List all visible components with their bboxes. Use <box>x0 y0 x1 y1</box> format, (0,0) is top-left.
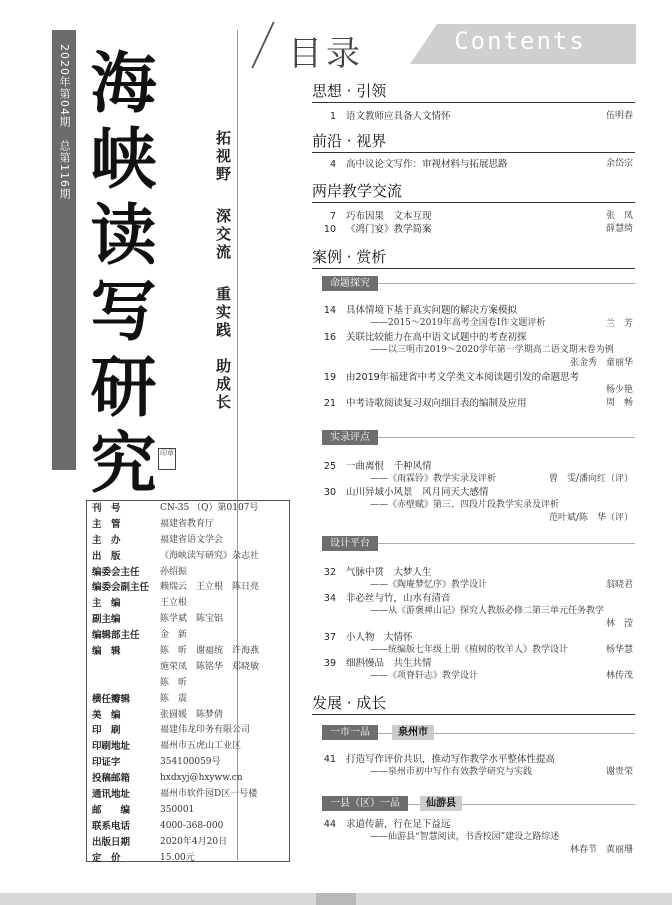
info-row: 编辑部主任 金 新 <box>92 630 188 642</box>
category-tag: 设计平台 <box>322 536 378 551</box>
info-row: 施荣凤 陈铭华 郑晓敏 <box>160 661 260 672</box>
slogan-4: 助成长 <box>214 358 232 412</box>
section-title: 前沿 · 视界 <box>312 132 387 150</box>
info-row: 通讯地址 福州市软件园D区一号楼 <box>92 789 258 801</box>
toc-entry[interactable]: 37 小人物 大情怀 ——统编版七年级上册《植树的牧羊人》教学设计 杨华慧 <box>323 632 633 655</box>
info-row: 编 辑 陈 昕 谢福统 许海燕 <box>92 646 260 658</box>
info-row: 陈 昕 <box>160 677 188 688</box>
info-row: 出版日期 2020年4月20日 <box>92 836 228 848</box>
info-row: 编委会主任 孙绍振 <box>92 566 188 578</box>
category-tag: 一县（区）一品 <box>322 796 408 811</box>
toc-entry[interactable]: 19 由2019年福建省中考文学类文本阅读题引发的命题思考 杨少艳 <box>323 372 633 395</box>
toc-entry[interactable]: 44 求道传薪，行在足下益远 ——仙游县“智慧阅读，书香校园”建设之路综述 林春节 黄丽珊 <box>323 819 633 855</box>
toc-entry[interactable]: 14 具体情境下基于真实问题的解决方案模拟 ——2015～2019年高考全国卷Ⅰ作文题评析 兰 芳 <box>323 305 633 329</box>
issue-number: 2020年第04期 总第116期 <box>58 44 71 200</box>
info-row: 编委会副主任 赖瑞云 王立根 陈日亮 <box>92 582 260 594</box>
info-row: 印 刷 福建伟龙印务有限公司 <box>92 725 251 737</box>
info-row: 印刷地址 福州市五虎山工业区 <box>92 741 242 753</box>
toc-entry[interactable]: 41 打造写作评价共识，推动写作教学水平整体性提高 ——泉州市初中写作有效教学研究与实践 谢贵荣 <box>323 754 633 777</box>
section-title: 案例 · 赏析 <box>312 248 387 266</box>
section-rule <box>312 202 635 203</box>
contents-label: Contents <box>454 27 586 55</box>
region-tag: 泉州市 <box>392 725 434 740</box>
header-slash <box>251 22 274 68</box>
info-row: 美 编 张圆媛 陈梦倩 <box>92 709 224 721</box>
toc-entry[interactable]: 34 非必丝与竹，山水有清音 ——从《游褒禅山记》探究人教版必修二第三单元任务教学 林 滢 <box>323 593 633 629</box>
region-tag: 仙游县 <box>420 796 462 811</box>
toc-entry[interactable]: 16 关联比较能力在高中语文试题中的考查初探 ——以三明市2019～2020学年第一学期高二语文期末卷为例 张金秀 童丽华 <box>323 332 633 368</box>
section-rule <box>312 152 635 153</box>
toc-title: 目录 <box>288 34 364 74</box>
toc-entry[interactable]: 21 中考诗歌阅读复习双向细目表的编制及应用 周 畅 <box>323 398 633 409</box>
category-tag: 一市一品 <box>322 725 378 740</box>
info-row: 横任瓣辑 陈 震 <box>92 693 188 705</box>
toc-entry[interactable]: 39 细斟慢品 共生共情 ——《项脊轩志》教学设计 林传茂 <box>323 658 633 681</box>
slogan-2: 深交流 <box>214 208 232 262</box>
toc-entry[interactable]: 1 语文教师应具备人文情怀 伍明春 <box>329 111 633 122</box>
toc-entry[interactable]: 10 《鸿门宴》教学简案 薛慧绮 <box>323 224 633 235</box>
toc-entry[interactable]: 4 高中议论文写作：审视材料与拓展思路 余岱宗 <box>329 159 633 170</box>
toc-entry[interactable]: 30 山川异域小风景 风月同天大感情 ——《赤壁赋》第三、四段片段教学实录及评析 范叶斌/陈 华（评） <box>323 487 633 523</box>
info-row: 联系电话 4000-368-000 <box>92 820 224 832</box>
journal-title: 海峡读写研究 <box>79 48 157 504</box>
info-row: 主 编 王立根 <box>92 598 188 610</box>
info-row: 主 管 福建省教育厅 <box>92 518 215 530</box>
footer-tab <box>316 893 356 905</box>
info-row: 出 版 《海峡读写研究》杂志社 <box>92 550 260 562</box>
info-row: 邮 编 350001 <box>92 804 195 816</box>
info-row: 主 办 福建省语文学会 <box>92 534 224 546</box>
slogan-3: 重实践 <box>214 286 232 340</box>
toc-entry[interactable]: 32 气脉中贯 大梦人生 ——《陶庵梦忆序》教学设计 翁晓君 <box>323 567 633 590</box>
info-row: 副主编 陈学斌 陈宝铝 <box>92 614 224 626</box>
info-row: 印证字 354100059号 <box>92 757 221 769</box>
seal-icon: 印章 <box>158 448 176 470</box>
info-row: 投稿邮箱 hxdxyj@hxyww.cn <box>92 773 243 785</box>
section-title: 思想 · 引领 <box>312 82 387 100</box>
info-row: 刊 号 CN-35 （Q）第0107号 <box>92 503 259 514</box>
section-rule <box>312 268 635 269</box>
category-tag: 命题探究 <box>322 276 378 291</box>
section-title: 发展 · 成长 <box>312 694 387 712</box>
category-tag: 实录评点 <box>322 430 378 445</box>
section-rule <box>312 714 635 715</box>
slogan-1: 拓视野 <box>214 130 232 184</box>
section-rule <box>312 102 635 103</box>
toc-entry[interactable]: 25 一曲离恨 千种风情 ——《雨霖铃》教学实录及评析 曾 雯/潘向红（评） <box>323 461 633 484</box>
section-title: 两岸教学交流 <box>312 182 403 200</box>
toc-entry[interactable]: 7 巧布因果 文本互现 张 凤 <box>329 211 633 222</box>
publication-info <box>86 500 290 862</box>
info-row: 定 价 15.00元 <box>92 852 195 864</box>
